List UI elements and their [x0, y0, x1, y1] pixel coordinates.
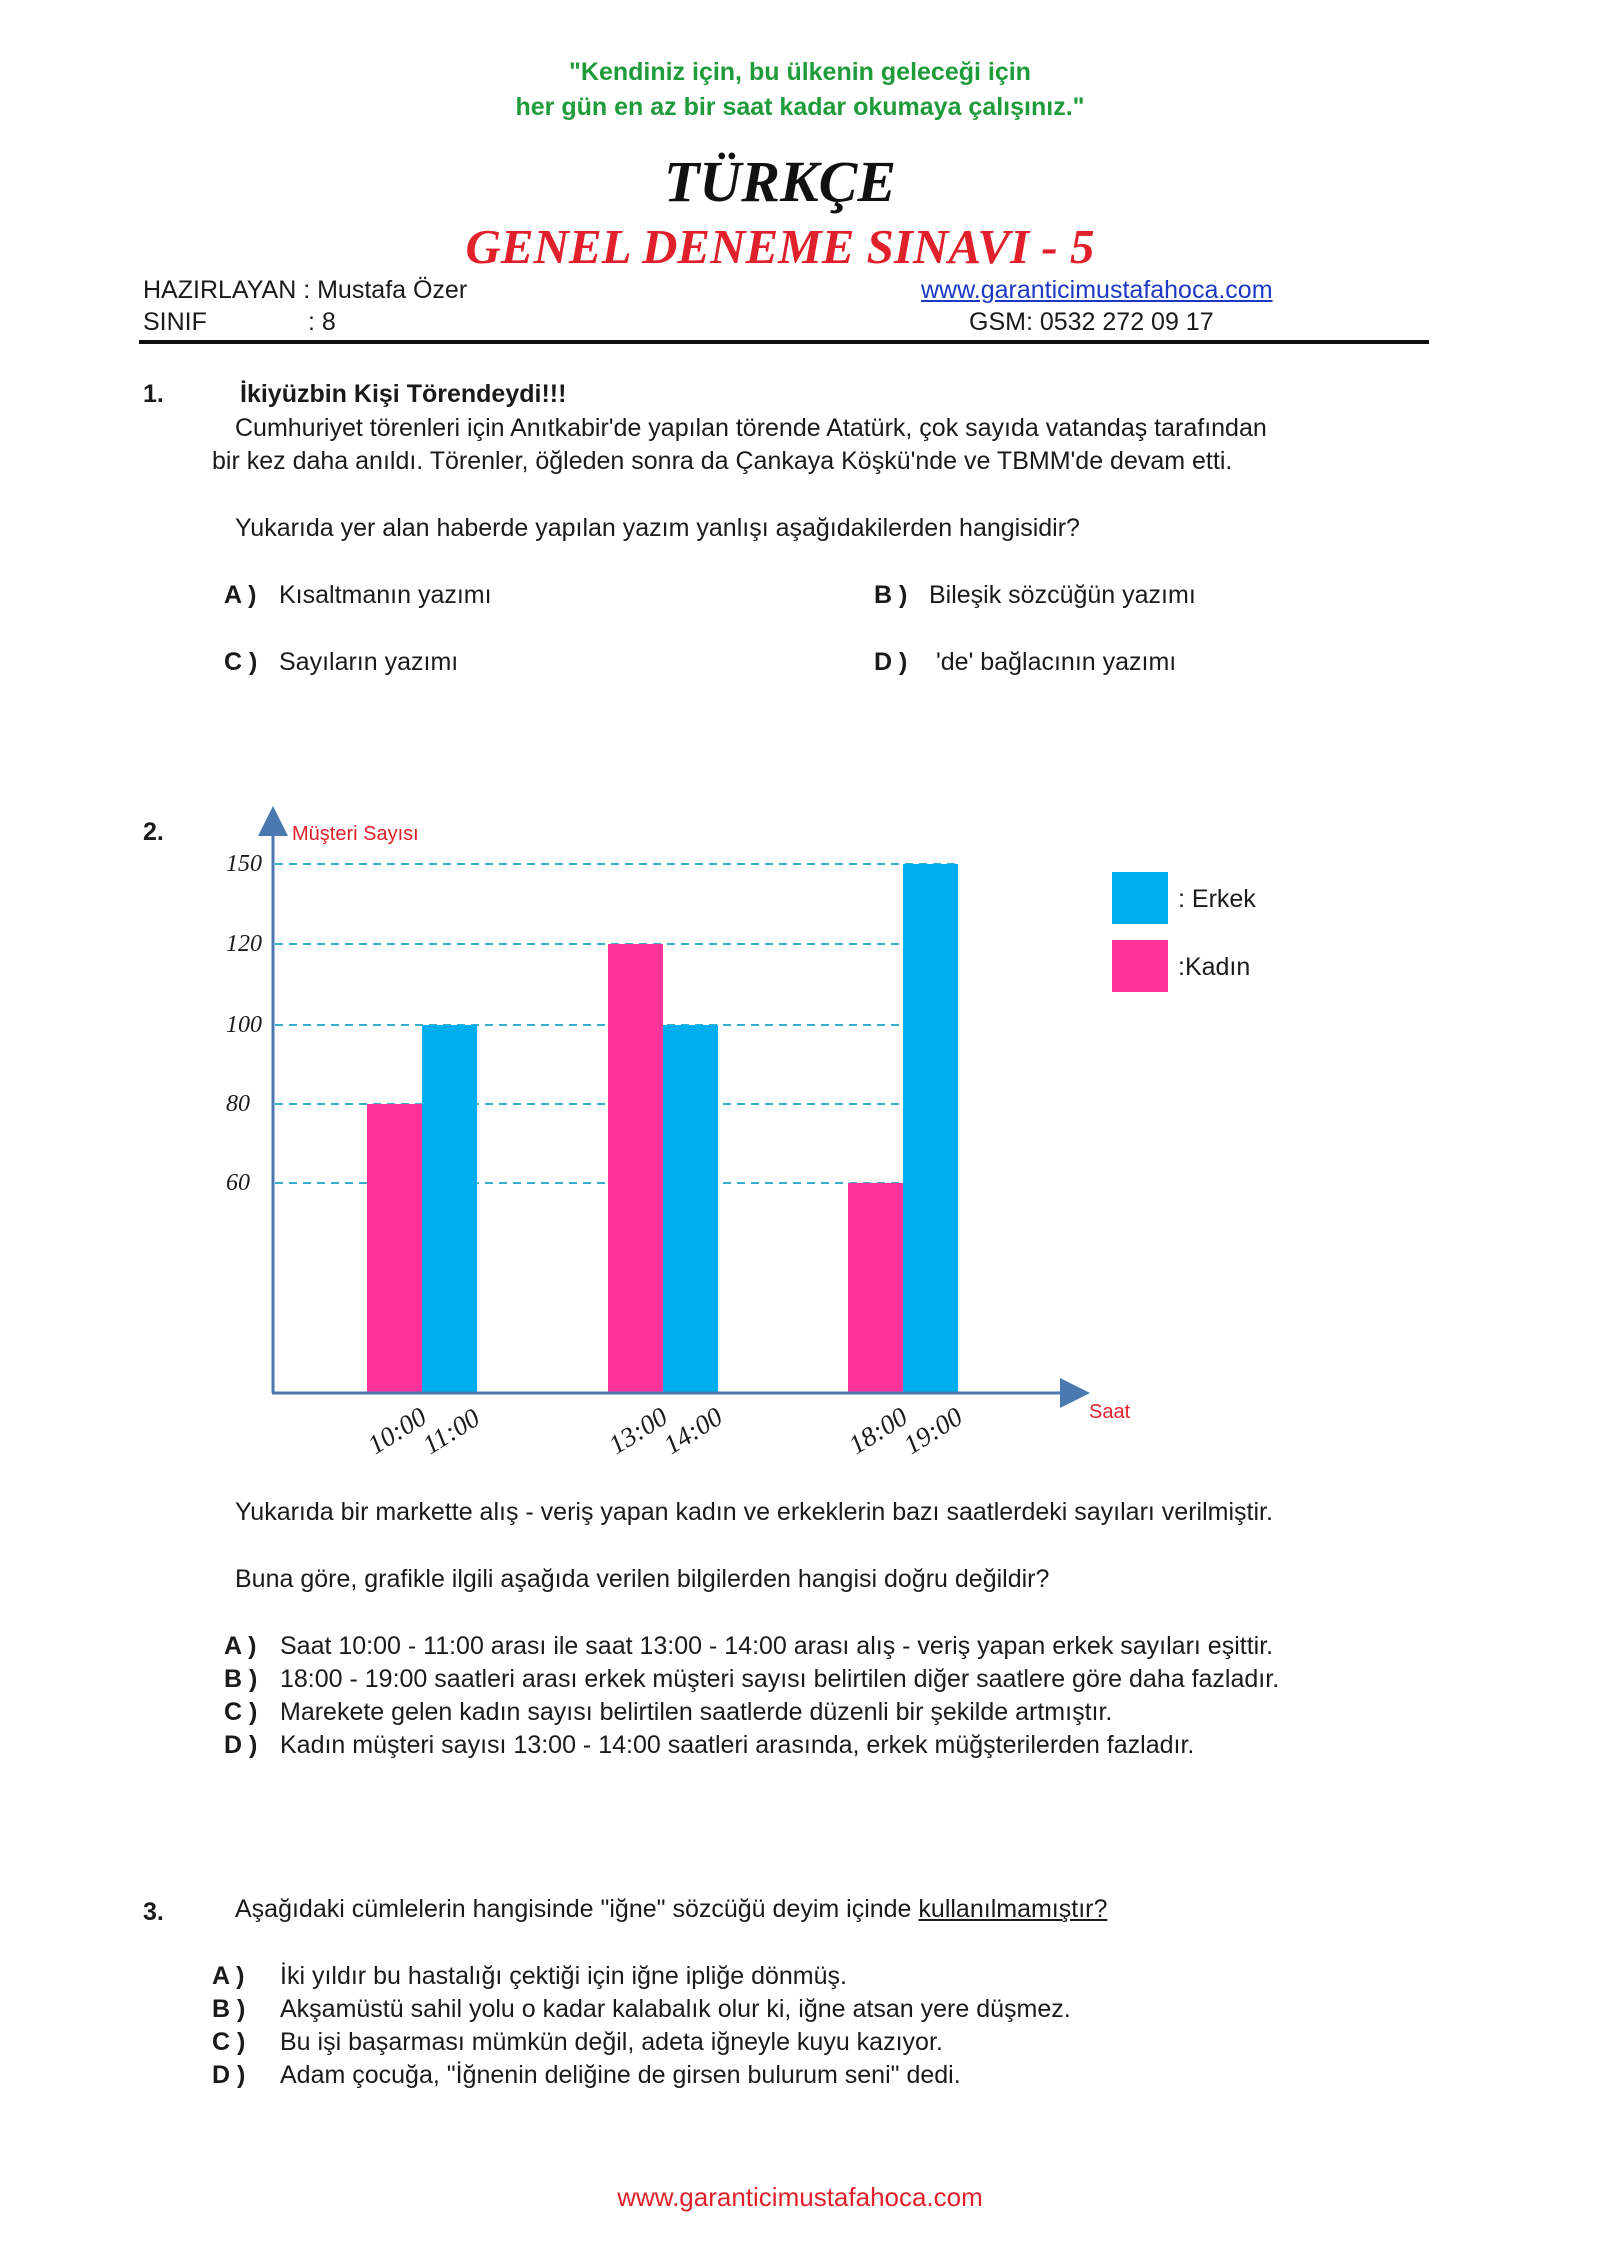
page-title: TÜRKÇE [663, 149, 897, 214]
legend-label: :Kadın [1178, 953, 1251, 981]
option-letter: C ) [224, 648, 258, 676]
x-tick-label: 10:00 [362, 1401, 432, 1461]
option-text: Adam çocuğa, "İğnenin deliğine de girsen bulurum seni" dedi. [280, 2061, 961, 2089]
bar-erkek-11:00 [422, 1025, 477, 1393]
bar-kadin-10:00 [367, 1104, 422, 1393]
option-text: Marekete gelen kadın sayısı belirtilen saatlerde düzenli bir şekilde artmıştır. [280, 1698, 1113, 1726]
question-3-option-c[interactable] [212, 2028, 943, 2057]
legend-swatch [1112, 872, 1168, 924]
y-tick-label: 100 [226, 1012, 262, 1038]
question-1-text-line-1: Cumhuriyet törenleri için Anıtkabir'de yapılan törende Atatürk, çok sayıda vatandaş tarafından [235, 414, 1267, 442]
bar-kadin-13:00 [608, 944, 663, 1393]
question-2-option-c[interactable] [224, 1698, 1112, 1727]
x-tick-label: 13:00 [603, 1401, 673, 1461]
question-3-prompt-main: Aşağıdaki cümlelerin hangisinde "iğne" sözcüğü deyim içinde [235, 1895, 919, 1923]
option-text: 18:00 - 19:00 saatleri arası erkek müşteri sayısı belirtilen diğer saatlere göre daha fazladır. [280, 1665, 1280, 1693]
option-letter: B ) [212, 1995, 246, 2023]
bar-erkek-19:00 [903, 864, 958, 1393]
option-letter: A ) [212, 1962, 245, 1990]
option-text: Bu işi başarması mümkün değil, adeta iğneyle kuyu kazıyor. [280, 2028, 943, 2056]
website-link[interactable]: www.garanticimustafahoca.com [921, 276, 1273, 304]
option-letter: B ) [224, 1665, 258, 1693]
option-text: Bileşik sözcüğün yazımı [929, 581, 1196, 609]
option-text: Saat 10:00 - 11:00 arası ile saat 13:00 - 14:00 arası alış - veriş yapan erkek sayıları eşittir. [280, 1632, 1274, 1660]
y-tick-label: 150 [226, 851, 262, 877]
bar-kadin-18:00 [848, 1183, 903, 1393]
option-text: Sayıların yazımı [279, 648, 459, 676]
x-tick-label: 11:00 [417, 1402, 485, 1461]
footer-website[interactable]: www.garanticimustafahoca.com [617, 2182, 983, 2212]
question-2-number: 2. [143, 818, 164, 846]
question-2-option-d[interactable] [224, 1731, 1194, 1760]
question-1-number: 1. [143, 380, 164, 408]
question-1-prompt: Yukarıda yer alan haberde yapılan yazım yanlışı aşağıdakilerden hangisidir? [235, 514, 1080, 542]
x-tick-label: 18:00 [843, 1401, 913, 1461]
page-subtitle: GENEL DENEME SINAVI - 5 [465, 219, 1095, 274]
option-letter: D ) [874, 648, 908, 676]
question-2-option-a[interactable] [224, 1632, 1273, 1661]
question-3-number: 3. [143, 1898, 164, 1926]
y-tick-label: 80 [226, 1091, 250, 1117]
question-1-text-line-2: bir kez daha anıldı. Törenler, öğleden sonra da Çankaya Köşkü'nde ve TBMM'de devam etti. [212, 447, 1233, 475]
legend-swatch [1112, 940, 1168, 992]
author-label: HAZIRLAYAN : Mustafa Özer [143, 276, 468, 304]
question-2-description: Yukarıda bir markette alış - veriş yapan kadın ve erkeklerin bazı saatlerdeki sayıları verilmiştir. [235, 1498, 1273, 1526]
option-text: Kadın müşteri sayısı 13:00 - 14:00 saatleri arasında, erkek müğşterilerden fazladır. [280, 1731, 1195, 1759]
x-tick-label: 14:00 [658, 1401, 728, 1461]
option-letter: D ) [212, 2061, 246, 2089]
bar-erkek-14:00 [663, 1025, 718, 1393]
option-letter: A ) [224, 581, 257, 609]
motto-line-1: "Kendiniz için, bu ülkenin geleceği için [569, 58, 1031, 86]
y-tick-label: 120 [226, 931, 262, 957]
legend-label: : Erkek [1178, 885, 1256, 913]
y-tick-label: 60 [226, 1170, 250, 1196]
option-letter: B ) [874, 581, 908, 609]
question-3-option-b[interactable] [212, 1995, 1071, 2024]
option-letter: C ) [224, 1698, 258, 1726]
question-3-prompt-underlined: kullanılmamıştır? [918, 1895, 1108, 1923]
gsm-number: GSM: 0532 272 09 17 [969, 308, 1214, 336]
question-1-headline: İkiyüzbin Kişi Törendeydi!!! [240, 380, 567, 408]
x-axis-label: Saat [1089, 1401, 1131, 1423]
option-letter: C ) [212, 2028, 246, 2056]
option-text: 'de' bağlacının yazımı [936, 648, 1177, 676]
question-2-prompt: Buna göre, grafikle ilgili aşağıda verilen bilgilerden hangisi doğru değildir? [235, 1565, 1050, 1593]
option-text: İki yıldır bu hastalığı çektiği için iğne ipliğe dönmüş. [280, 1962, 847, 1990]
question-3-option-d[interactable] [212, 2061, 961, 2090]
class-value: : 8 [308, 308, 336, 336]
option-letter: D ) [224, 1731, 258, 1759]
question-3-prompt [235, 1895, 1107, 1924]
question-3-option-a[interactable] [212, 1962, 847, 1991]
y-axis-label: Müşteri Sayısı [292, 823, 419, 845]
option-text: Kısaltmanın yazımı [279, 581, 492, 609]
option-text: Akşamüstü sahil yolu o kadar kalabalık olur ki, iğne atsan yere düşmez. [280, 1995, 1071, 2023]
option-letter: A ) [224, 1632, 257, 1660]
class-label: SINIF [143, 308, 207, 336]
motto-line-2: her gün en az bir saat kadar okumaya çalışınız." [515, 93, 1085, 121]
x-tick-label: 19:00 [898, 1401, 968, 1461]
question-2-option-b[interactable] [224, 1665, 1279, 1694]
